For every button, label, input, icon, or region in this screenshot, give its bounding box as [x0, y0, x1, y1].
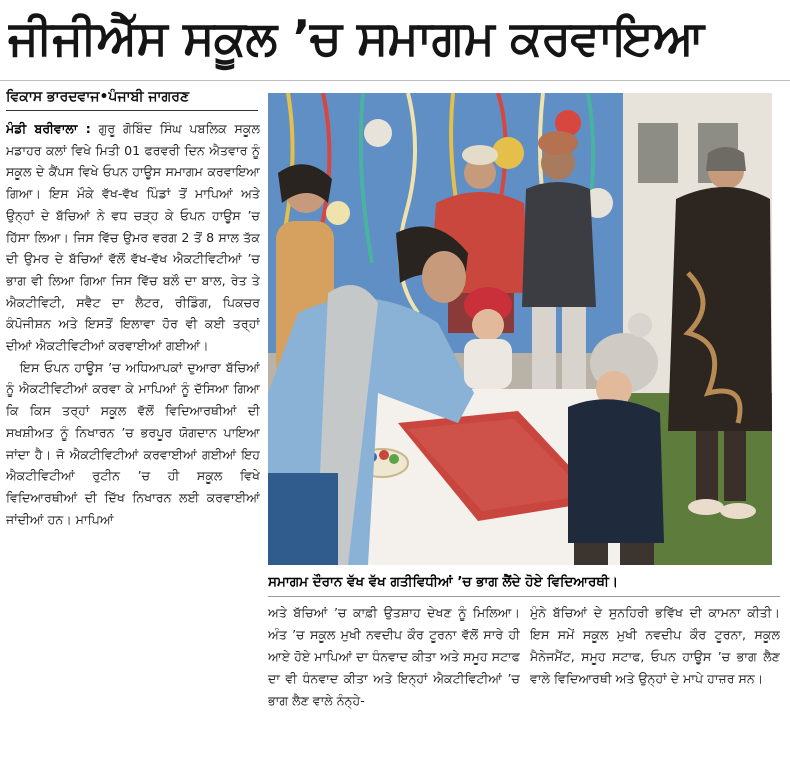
news-photo — [268, 93, 772, 565]
byline-underline — [6, 110, 258, 111]
photo-illustration — [268, 93, 772, 565]
building-window — [638, 123, 678, 183]
article-column-right — [530, 602, 780, 752]
headline: ਜੀਜੀਐੱਸ ਸਕੂਲ ’ਚ ਸਮਾਗਮ ਕਰਵਾਇਆ — [8, 11, 704, 66]
paragraph-1-text: ਗੁਰੂ ਗੋਬਿੰਦ ਸਿੰਘ ਪਬਲਿਕ ਸਕੂਲ ਮਡਾਹਰ ਕਲਾਂ ਵਿਖੇ ਮਿਤੀ 01 ਫਰਵਰੀ ਦਿਨ ਐਤਵਾਰ ਨੂੰ ਸਕੂਲ ਦੇ ਕੈਂਪਸ ਵਿਖੇ ਓਪਨ ਹਾਊਸ ਸਮਾਗਮ ਕਰਵਾਇਆ ਗਿਆ। ਇਸ ਮੌਕੇ ਵੱਖ-ਵੱਖ ਪਿੰਡਾਂ ਤੋਂ ਮਾਪਿਆਂ ਅਤੇ ਉਨ੍ਹਾਂ ਦੇ ਬੱਚਿਆਂ ਨੇ ਵਧ ਚੜ੍ਹ ਕੇ ਓਪਨ ਹਾਊਸ ’ਚ ਹਿੱਸਾ ਲਿਆ। ਜਿਸ ਵਿੱਚ ਉਮਰ ਵਰਗ 2 ਤੋਂ 8 ਸਾਲ ਤੱਕ ਦੀ ਉਮਰ ਦੇ ਬੱਚਿਆਂ ਵੱਲੋਂ ਵੱਖ-ਵੱਖ ਐਕਟੀਵਿਟੀਆਂ ’ਚ ਭਾਗ ਵੀ ਲਿਆ ਗਿਆ ਜਿਸ ਵਿੱਚ ਬਲੌ ਦਾ ਬਾਲ, ਰੇਤ ਤੇ ਐਕਟੀਵਿਟੀ, ਸਵੈਟ ਦਾ ਲੈਟਰ, ਰੀਡਿੰਗ, ਪਿਕਚਰ ਕੰਪੋਜੀਸ਼ਨ ਅਤੇ ਇਸਤੋਂ ਇਲਾਵਾ ਹੋਰ ਵੀ ਕਈ ਤਰ੍ਹਾਂ ਦੀਆਂ ਐਕਟੀਵਿਟੀਆਂ ਕਰਵਾਈਆਂ ਗਈਆਂ। — [6, 121, 260, 354]
caption-divider — [268, 596, 780, 597]
article-column-left — [6, 118, 260, 758]
paragraph-1 — [6, 118, 260, 357]
byline-divider — [0, 80, 790, 81]
paragraph-4: ਮੁੰਨੇ ਬੱਚਿਆਂ ਦੇ ਸੁਨਹਿਰੀ ਭਵਿੱਖ ਦੀ ਕਾਮਨਾ ਕੀਤੀ। ਇਸ ਸਮੇਂ ਸਕੂਲ ਮੁਖੀ ਨਵਦੀਪ ਕੌਰ ਟੂਰਨਾ, ਸਕੂਲ ਮੈਨੇਜਮੈਂਟ, ਸਮੂਹ ਸਟਾਫ, ਓਪਨ ਹਾਊਸ ’ਚ ਭਾਗ ਲੈਣ ਵਾਲੇ ਵਿਦਿਆਰਥੀ ਅਤੇ ਉਨ੍ਹਾਂ ਦੇ ਮਾਪੇ ਹਾਜ਼ਰ ਸਨ। — [530, 605, 780, 686]
byline: ਵਿਕਾਸ ਭਾਰਦਵਾਜ•ਪੰਜਾਬੀ ਜਾਗਰਣ — [6, 89, 190, 105]
paragraph-2: ਇਸ ਓਪਨ ਹਾਊਸ ’ਚ ਅਧਿਆਪਕਾਂ ਦੁਆਰਾ ਬੱਚਿਆਂ ਨੂੰ ਐਕਟੀਵਿਟੀਆਂ ਕਰਵਾ ਕੇ ਮਾਪਿਆਂ ਨੂੰ ਦੱਸਿਆ ਗਿਆ ਕਿ ਕਿਸ ਤਰ੍ਹਾਂ ਸਕੂਲ ਵੱਲੋਂ ਵਿਦਿਆਰਥੀਆਂ ਦੀ ਸਖਸ਼ੀਅਤ ਨੂੰ ਨਿਖਾਰਨ ’ਚ ਭਰਪੂਰ ਯੋਗਦਾਨ ਪਾਇਆ ਜਾਂਦਾ ਹੈ। ਜੋ ਐਕਟੀਵਿਟੀਆਂ ਕਰਵਾਈਆਂ ਗਈਆਂ ਇਹ ਐਕਟੀਵਿਟੀਆਂ ਰੁਟੀਨ ’ਚ ਹੀ ਸਕੂਲ ਵਿਖੇ ਵਿਦਿਆਰਥੀਆਂ ਦੀ ਦਿੱਖ ਨਿਖਾਰਨ ਲਈ ਕਰਵਾਈਆਂ ਜਾਂਦੀਆਂ ਹਨ। ਮਾਪਿਆਂ — [6, 359, 260, 527]
photo-caption: ਸਮਾਗਮ ਦੌਰਾਨ ਵੱਖ ਵੱਖ ਗਤੀਵਿਧੀਆਂ ’ਚ ਭਾਗ ਲੈਂਦੇ ਹੋਏ ਵਿਦਿਆਰਥੀ। — [268, 574, 619, 590]
paragraph-3: ਅਤੇ ਬੱਚਿਆਂ ’ਚ ਕਾਫ਼ੀ ਉਤਸ਼ਾਹ ਦੇਖਣ ਨੂੰ ਮਿਲਿਆ। ਅੰਤ ’ਚ ਸਕੂਲ ਮੁਖੀ ਨਵਦੀਪ ਕੌਰ ਟੂਰਨਾ ਵੱਲੋਂ ਸਾਰੇ ਹੀ ਆਏ ਹੋਏ ਮਾਪਿਆਂ ਦਾ ਧੰਨਵਾਦ ਕੀਤਾ ਅਤੇ ਸਮੂਹ ਸਟਾਫ ਦਾ ਵੀ ਧੰਨਵਾਦ ਕੀਤਾ ਅਤੇ ਇਨ੍ਹਾਂ ਐਕਟੀਵਿਟੀਆਂ ’ਚ ਭਾਗ ਲੈਣ ਵਾਲੇ ਨੰਨ੍ਹੇ- — [268, 605, 520, 708]
dateline: ਮੰਡੀ ਬਰੀਵਾਲਾ : — [6, 121, 91, 136]
article-column-middle — [268, 602, 520, 752]
